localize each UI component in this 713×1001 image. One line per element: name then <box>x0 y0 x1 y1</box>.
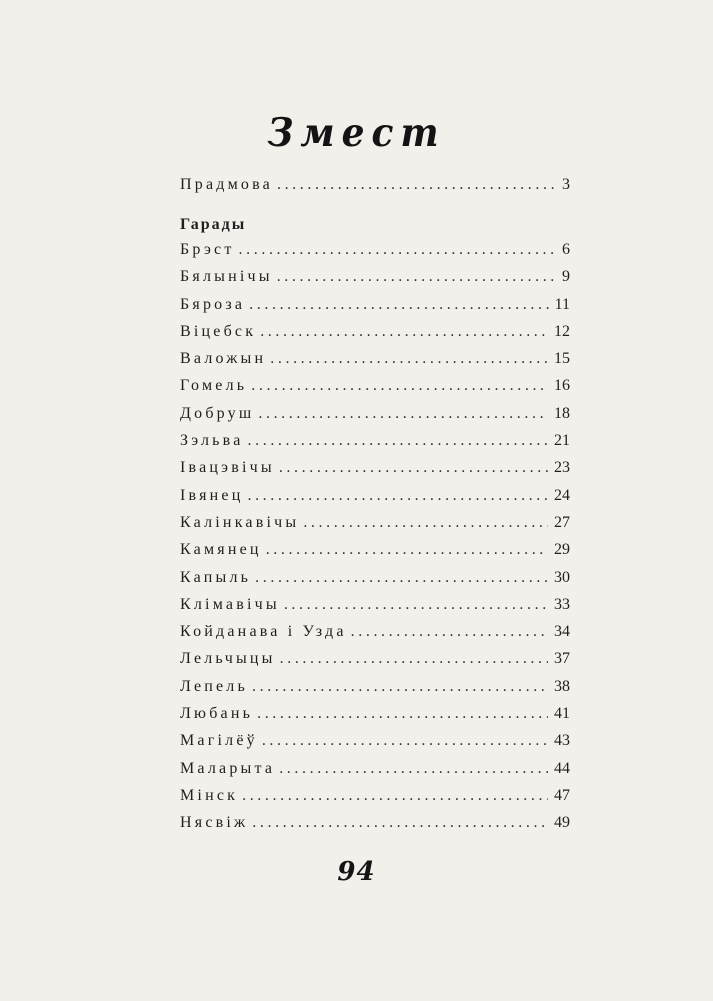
dot-leader <box>270 350 548 368</box>
toc-entry-label: Прадмова <box>180 176 273 193</box>
dot-leader <box>257 705 548 723</box>
toc-entry-page: 30 <box>554 568 570 586</box>
dot-leader <box>279 760 548 778</box>
dot-leader <box>258 405 548 423</box>
dot-leader <box>277 176 556 194</box>
toc-entry-label: Нясвіж <box>180 814 249 832</box>
toc-entry-label: Валожын <box>180 350 267 368</box>
page-title: Змест <box>267 109 446 157</box>
toc-entry-label: Івацэвічы <box>180 459 275 477</box>
toc-entry-page: 43 <box>554 732 570 750</box>
toc-entry <box>180 432 570 459</box>
dot-leader <box>252 678 548 696</box>
toc-list <box>180 241 570 842</box>
toc-entry-label: Бяроза <box>180 295 246 313</box>
toc-entry-page: 29 <box>554 541 570 559</box>
toc-entry-page: 24 <box>554 486 570 504</box>
toc-entry-page: 38 <box>554 677 570 695</box>
toc-entry-preface <box>180 176 570 203</box>
toc-entry-label: Лепель <box>180 677 248 695</box>
toc-entry <box>180 541 570 568</box>
dot-leader <box>262 732 548 750</box>
dot-leader <box>249 296 548 314</box>
toc-entry-page: 12 <box>554 322 570 340</box>
toc-entry-page: 6 <box>562 241 570 258</box>
dot-leader <box>239 241 556 259</box>
toc-entry-label: Калінкавічы <box>180 513 300 531</box>
section-heading: Гарады <box>180 216 247 233</box>
toc-entry <box>180 787 570 814</box>
toc-entry <box>180 705 570 732</box>
toc-entry-label: Мінск <box>180 786 239 804</box>
dot-leader <box>277 268 556 286</box>
dot-leader <box>284 596 548 614</box>
dot-leader <box>266 541 548 559</box>
toc-preface <box>180 176 570 203</box>
toc-entry-page: 49 <box>554 814 570 832</box>
toc-entry <box>180 296 570 323</box>
toc-entry <box>180 678 570 705</box>
dot-leader <box>247 487 548 505</box>
toc-entry-page: 11 <box>554 295 570 313</box>
dot-leader <box>248 432 548 450</box>
toc-entry-label: Лельчыцы <box>180 650 276 668</box>
dot-leader <box>279 459 548 477</box>
toc-entry-page: 44 <box>554 759 570 777</box>
toc-entry <box>180 650 570 677</box>
dot-leader <box>242 787 548 805</box>
toc-entry-page: 15 <box>554 350 570 368</box>
toc-entry <box>180 268 570 295</box>
toc-entry <box>180 350 570 377</box>
dot-leader <box>260 323 548 341</box>
toc-entry-page: 23 <box>554 459 570 477</box>
toc-entry <box>180 323 570 350</box>
dot-leader <box>280 650 548 668</box>
toc-entry <box>180 514 570 541</box>
toc-entry-page: 33 <box>554 595 570 613</box>
toc-entry-page: 47 <box>554 786 570 804</box>
page-number: 94 <box>337 857 376 887</box>
toc-entry-label: Івянец <box>180 486 244 504</box>
toc-entry <box>180 459 570 486</box>
toc-entry-label: Клімавічы <box>180 595 280 613</box>
dot-leader <box>251 377 548 395</box>
toc-entry-page: 37 <box>554 650 570 668</box>
toc-entry <box>180 814 570 841</box>
toc-entry-page: 41 <box>554 705 570 723</box>
toc-entry <box>180 760 570 787</box>
toc-entry-label: Добруш <box>180 404 255 422</box>
toc-entry-label: Віцебск <box>180 322 257 340</box>
toc-entry-label: Койданава і Узда <box>180 623 347 641</box>
dot-leader <box>303 514 548 532</box>
toc-entry <box>180 596 570 623</box>
toc-entry-label: Магілёў <box>180 732 258 750</box>
toc-entry-label: Брэст <box>180 241 235 258</box>
toc-entry <box>180 377 570 404</box>
toc-entry-label: Любань <box>180 705 254 723</box>
toc-entry-page: 3 <box>562 176 570 193</box>
toc-entry-label: Зэльва <box>180 432 244 450</box>
toc-entry-page: 21 <box>554 432 570 450</box>
toc-entry-page: 27 <box>554 513 570 531</box>
dot-leader <box>351 623 548 641</box>
toc-entry-page: 18 <box>554 404 570 422</box>
dot-leader <box>255 569 548 587</box>
toc-entry <box>180 405 570 432</box>
toc-entry-label: Маларыта <box>180 759 276 777</box>
toc-entry <box>180 487 570 514</box>
toc-entry-page: 16 <box>554 377 570 395</box>
toc-entry-label: Бялынічы <box>180 268 273 286</box>
dot-leader <box>252 814 548 832</box>
toc-entry-page: 9 <box>562 268 570 286</box>
toc-entry <box>180 623 570 650</box>
toc-entry-label: Капыль <box>180 568 252 586</box>
toc-entry-label: Камянец <box>180 541 262 559</box>
toc-entry <box>180 241 570 268</box>
toc-entry-label: Гомель <box>180 377 248 395</box>
toc-entry <box>180 569 570 596</box>
toc-entry <box>180 732 570 759</box>
toc-entry-page: 34 <box>554 623 570 641</box>
